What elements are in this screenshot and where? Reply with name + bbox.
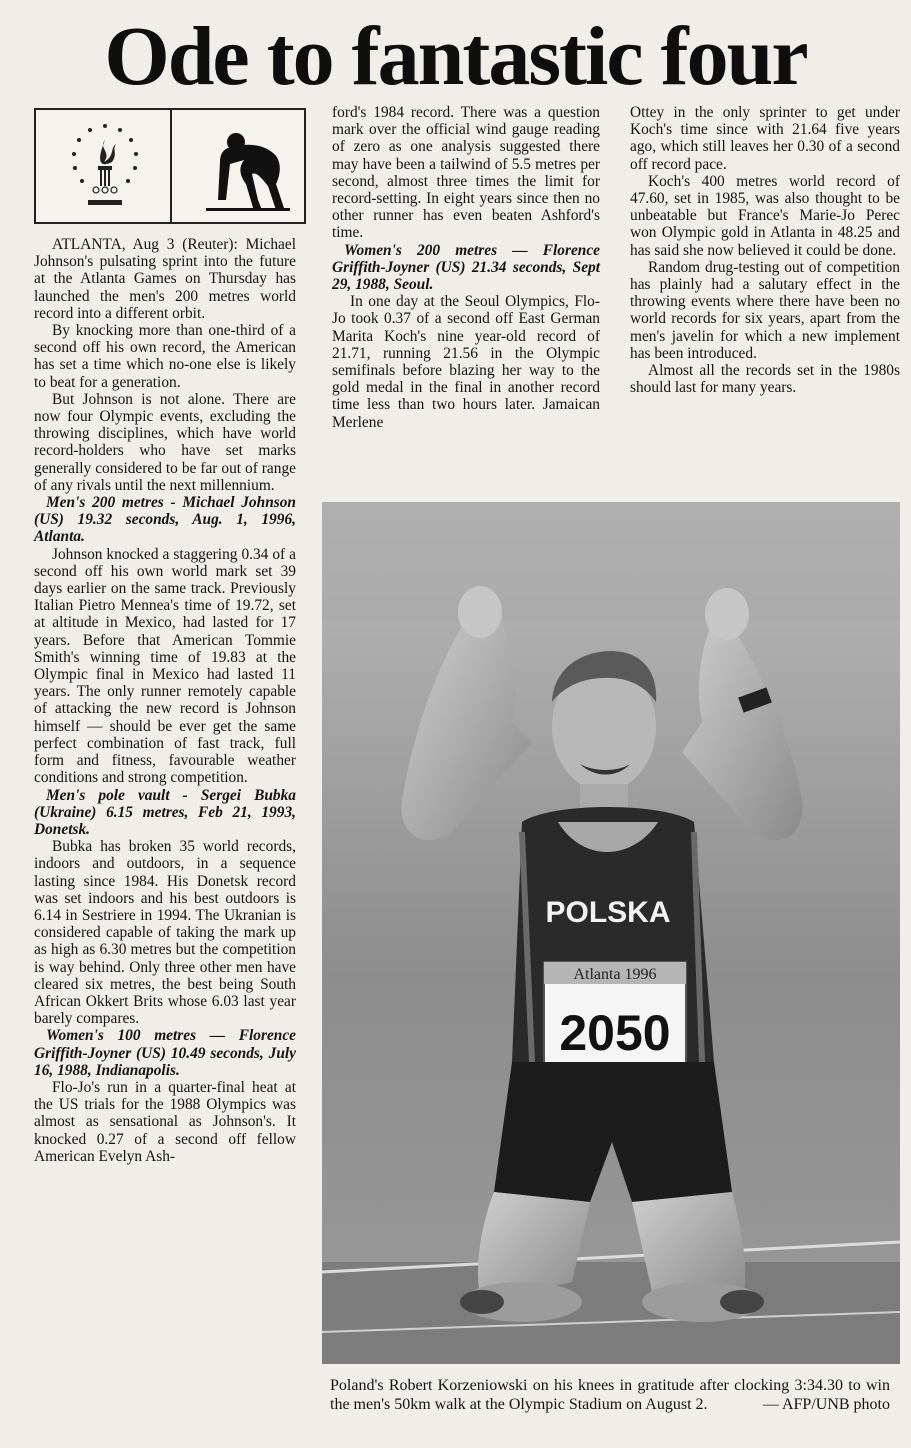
article-paragraph: ford's 1984 record. There was a question mark over the official wind gauge reading of zero as one analysis suggested there may have been a tailwind of 5.5 metres per second, almost three times the limit for record-setting. In eight years since then no other runner has even beaten Ashford's time. [332,104,600,242]
article-paragraph: Koch's 400 metres world record of 47.60, set in 1985, was also thought to be unbeatable but France's Marie-Jo Perec won Olympic gold in Atlanta in 48.25 and has said she now believed it could be done. [630,172,900,259]
race-walker-photo [322,502,900,1364]
article-paragraph: Bubka has broken 35 world records, indoors and outdoors, in a sequence lasting since 1984. His Donetsk record was set indoors and his best outdoors is 6.14 in Sestriere in 1994. The Ukranian is considered capable of taking the mark up as high as 6.30 metres but the competition is way behind. Only three other men have cleared six metres, the best being South African Okkert Brits whose 6.03 last year barely compares. [34,838,296,1028]
record-subhead: Women's 200 metres — Florence Griffith-Joyner (US) 21.34 seconds, Sept 29, 1988, Seoul. [332,241,600,294]
article-paragraph: In one day at the Seoul Olympics, Flo-Jo took 0.37 of a second off East German Marita Koch's nine year-old record of 21.71, running 21.56 in the Olympic semifinals before blazing her way to the gold medal in the final in another record time less than two hours later. Jamaican Merlene [332,293,600,431]
article-paragraph: Ottey in the only sprinter to get under Koch's time since with 21.64 five years ago, which still leaves her 0.30 of a second off record pace. [630,104,900,173]
photo-caption [330,1376,890,1414]
article-paragraph: But Johnson is not alone. There are now four Olympic events, excluding the throwing disciplines, which have world record-holders who have set marks generally considered to be far out of range of any rivals until the next millennium. [34,390,296,494]
bib-number: 2050 [559,1005,671,1061]
sprinter-start-icon [196,120,296,216]
bib-banner: Atlanta 1996 [573,966,657,983]
article-paragraph: Johnson knocked a staggering 0.34 of a second off his own world mark set 39 days earlier on the same track. Previously Italian Pietro Mennea's time of 19.72, set at altitude in Mexico, had lasted for 17 years. Before that American Tommie Smith's winning time of 19.83 at the Olympic final in Mexico had lasted 11 years. The only runner remotely capable of attacking the new record is Johnson himself — should be ever get the same perfect combination of fast track, full form and fitness, favourable weather conditions and strong competition. [34,545,296,787]
logo-divider [170,110,172,222]
logo-box [34,108,306,224]
article-paragraph: Flo-Jo's run in a quarter-final heat at the US trials for the 1988 Olympics was almost as sensational as Johnson's. It knocked 0.27 of a second off fellow American Evelyn Ash- [34,1078,296,1165]
photo-credit: — AFP/UNB photo [762,1396,890,1413]
record-subhead: Women's 100 metres — Florence Griffith-Joyner (US) 10.49 seconds, July 16, 1988, Indianapolis. [34,1027,296,1079]
article-paragraph: Random drug-testing out of competition has plainly had a salutary effect in the throwing events where there have been no world records for six years, apart from the men's javelin for which a new implement has been introduced. [630,258,900,362]
column-1 [34,236,296,1165]
singlet-text: POLSKA [545,896,671,929]
article-paragraph: ATLANTA, Aug 3 (Reuter): Michael Johnson's pulsating sprint into the future at the Atlanta Games on Thursday has launched the men's 200 metres world record into a different orbit. [34,236,296,322]
headline: Ode to fantastic four [104,10,807,103]
record-subhead: Men's 200 metres - Michael Johnson (US) 19.32 seconds, Aug. 1, 1996, Atlanta. [34,494,296,546]
column-2 [332,104,600,431]
news-photo [322,502,900,1364]
column-3 [630,104,900,396]
record-subhead: Men's pole vault - Sergei Bubka (Ukraine) 6.15 metres, Feb 21, 1993, Donetsk. [34,786,296,838]
atlanta-olympic-logo-icon [60,118,150,218]
article-paragraph: Almost all the records set in the 1980s should last for many years. [630,362,900,397]
article-paragraph: By knocking more than one-third of a second off his own record, the American has set a time which no-one else is likely to beat for a generation. [34,322,296,391]
caption-text: Poland's Robert Korzeniowski on his knees in gratitude after clocking 3:34.30 to win the men's 50km walk at the Olympic Stadium on August 2. [330,1377,890,1413]
